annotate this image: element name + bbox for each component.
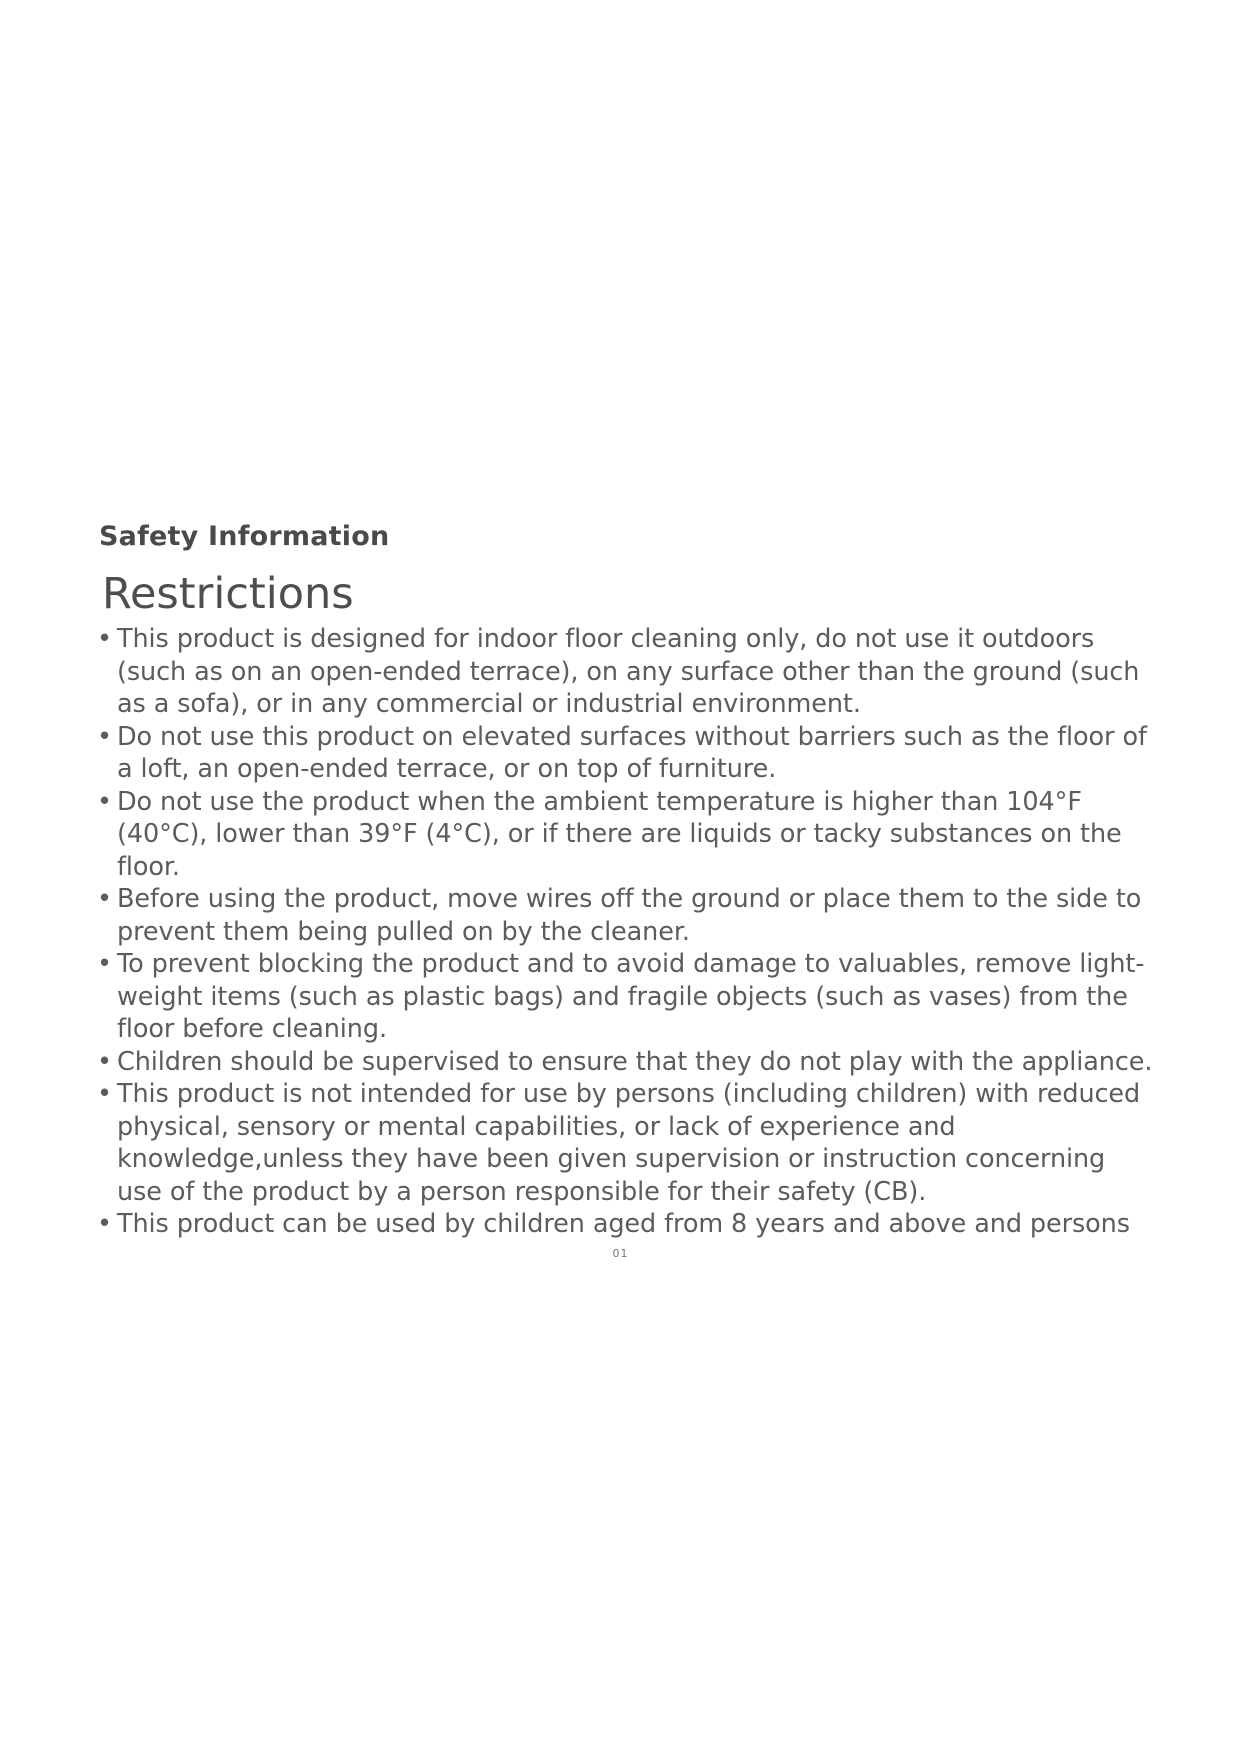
bullet-icon: • xyxy=(97,786,112,817)
list-item xyxy=(97,623,1157,721)
list-item xyxy=(97,1078,1157,1208)
list-item xyxy=(97,883,1157,948)
list-item-text: Do not use this product on elevated surfaces without barriers such as the floor of a loft, an open-ended terrace, or on top of furniture. xyxy=(117,721,1147,784)
list-item-text: Before using the product, move wires off the ground or place them to the side to prevent them being pulled on by the cleaner. xyxy=(117,884,1142,947)
list-item-text: This product can be used by children aged from 8 years and above and persons xyxy=(117,1209,1130,1239)
bullet-icon: • xyxy=(97,624,112,654)
bullet-icon: • xyxy=(97,721,112,752)
list-item-text: Do not use the product when the ambient temperature is higher than 104°F (40°C), lower than 39°F (4°C), or if there are liquids or tacky substances on the floor. xyxy=(117,786,1122,882)
bullet-icon: • xyxy=(97,1209,112,1239)
list-item xyxy=(97,1046,1157,1079)
list-item-text: This product is not intended for use by persons (including children) with reduced physical, sensory or mental capabilities, or lack of experience and knowledge,unless they have been given supervision or instruction concerning use of the product by a person responsible for their safety (CB). xyxy=(117,1079,1141,1207)
bullet-icon: • xyxy=(97,949,112,979)
list-item xyxy=(97,721,1157,786)
page-title: Restrictions xyxy=(102,569,354,619)
bullet-icon: • xyxy=(97,1079,112,1109)
restrictions-list xyxy=(97,623,1157,1241)
bullet-icon: • xyxy=(97,1046,112,1077)
list-item xyxy=(97,948,1157,1046)
bullet-icon: • xyxy=(97,884,112,914)
list-item-text: Children should be supervised to ensure that they do not play with the appliance. xyxy=(117,1046,1153,1077)
section-label: Safety Information xyxy=(99,521,390,552)
page-number: 01 xyxy=(612,1247,629,1260)
list-item-text: This product is designed for indoor floor cleaning only, do not use it outdoors (such as on an open-ended terrace), on any surface other than the ground (such as a sofa), or in any commercial or industrial environment. xyxy=(117,624,1140,719)
list-item xyxy=(97,1208,1157,1241)
list-item-text: To prevent blocking the product and to avoid damage to valuables, remove light-weight items (such as plastic bags) and fragile objects (such as vases) from the floor before cleaning. xyxy=(117,949,1145,1044)
list-item xyxy=(97,786,1157,884)
